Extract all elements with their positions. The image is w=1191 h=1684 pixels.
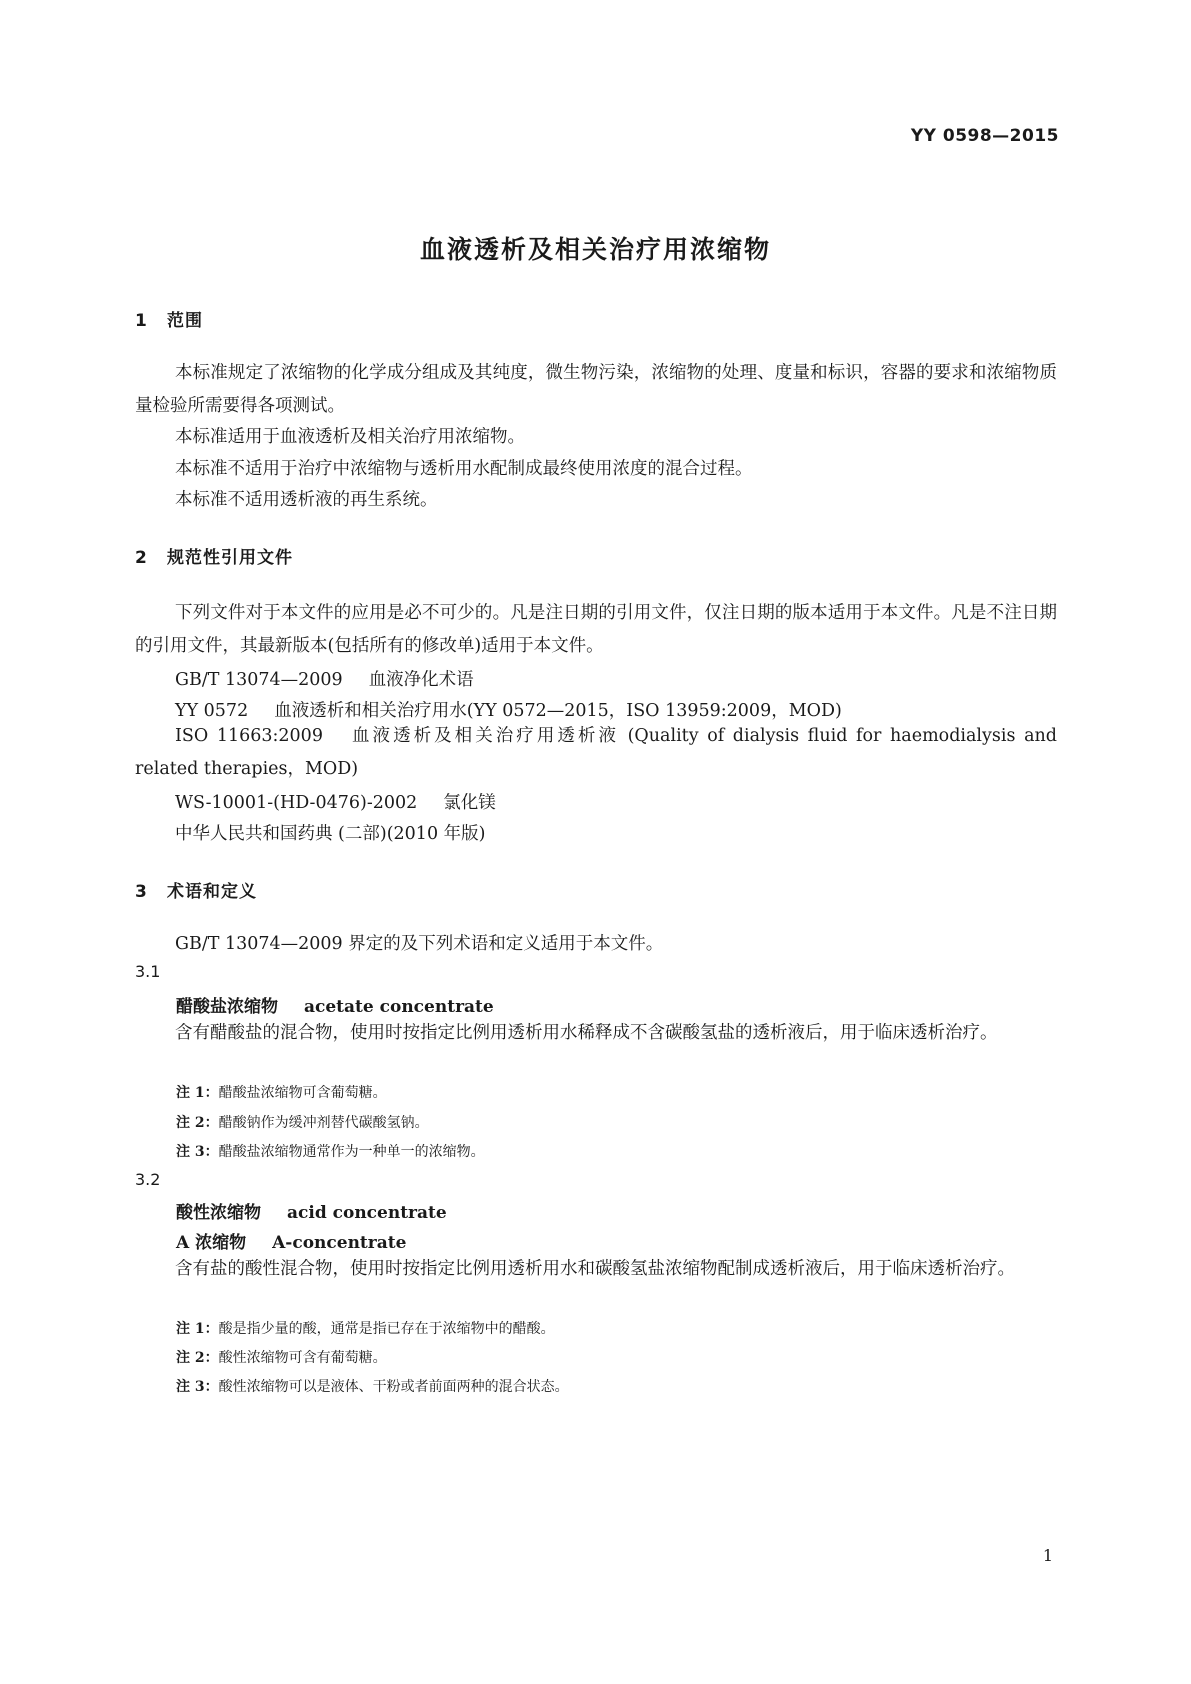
paragraph: 本标准不适用透析液的再生系统。 — [175, 490, 438, 510]
note — [176, 1347, 387, 1367]
reference-title: 血液净化术语 — [368, 670, 474, 690]
reference-id: YY 0572 — [175, 701, 249, 721]
note-label: 注 1： — [176, 1085, 219, 1101]
note — [176, 1376, 569, 1396]
term-chinese: A 浓缩物 — [176, 1233, 247, 1253]
term-definition: 含有醋酸盐的混合物，使用时按指定比例用透析用水稀释成不含碳酸氢盐的透析液后，用于临床透析治疗。 — [175, 1023, 998, 1043]
reference-item — [175, 789, 496, 814]
section-number: 1 — [135, 311, 148, 331]
reference-id: ISO 11663:2009 — [175, 726, 323, 746]
paragraph: 本标准不适用于治疗中浓缩物与透析用水配制成最终使用浓度的混合过程。 — [175, 459, 753, 479]
section-title: 术语和定义 — [167, 882, 257, 902]
section-2-heading — [135, 543, 293, 568]
term-heading — [176, 1198, 447, 1223]
reference-title: 血液透析及相关治疗用透析液 (Quality of dialysis fluid for haemodialysis and related therapies，MOD) — [135, 726, 1057, 779]
note-text: 醋酸盐浓缩物可含葡萄糖。 — [218, 1085, 387, 1101]
term-english: A-concentrate — [272, 1233, 407, 1253]
term-chinese: 醋酸盐浓缩物 — [176, 997, 278, 1017]
reference-title: 氯化镁 — [443, 793, 496, 813]
reference-item — [135, 720, 1057, 786]
note-label: 注 2： — [176, 1350, 219, 1366]
note-label: 注 3： — [176, 1379, 219, 1395]
reference-title: 中华人民共和国药典 (二部)(2010 年版) — [175, 824, 486, 844]
note — [176, 1318, 555, 1338]
document-title: 血液透析及相关治疗用浓缩物 — [419, 235, 771, 264]
reference-item — [175, 666, 474, 691]
term-chinese: 酸性浓缩物 — [176, 1203, 261, 1223]
note — [176, 1112, 429, 1132]
note-label: 注 2： — [176, 1115, 219, 1131]
note-text: 醋酸钠作为缓冲剂替代碳酸氢钠。 — [218, 1115, 429, 1131]
term-definition: 含有盐的酸性混合物，使用时按指定比例用透析用水和碳酸氢盐浓缩物配制成透析液后，用于临床透析治疗。 — [175, 1259, 1015, 1279]
reference-id: GB/T 13074—2009 — [175, 670, 343, 690]
paragraph: 本标准适用于血液透析及相关治疗用浓缩物。 — [175, 427, 525, 447]
paragraph: 本标准规定了浓缩物的化学成分组成及其纯度，微生物污染，浓缩物的处理、度量和标识，容器的要求和浓缩物质量检验所需要得各项测试。 — [135, 363, 1057, 416]
paragraph: 下列文件对于本文件的应用是必不可少的。凡是注日期的引用文件，仅注日期的版本适用于本文件。凡是不注日期的引用文件，其最新版本(包括所有的修改单)适用于本文件。 — [135, 603, 1057, 656]
note-label: 注 3： — [176, 1144, 219, 1160]
reference-item — [175, 697, 842, 722]
reference-title: 血液透析和相关治疗用水(YY 0572—2015，ISO 13959:2009，MOD) — [274, 701, 842, 721]
term-english: acid concentrate — [287, 1203, 447, 1223]
section-number: 2 — [135, 548, 148, 568]
term-english: acetate concentrate — [304, 997, 494, 1017]
term-synonym — [176, 1228, 406, 1253]
page-number: 1 — [1042, 1546, 1053, 1565]
clause-number: 3.2 — [135, 1170, 161, 1189]
note — [176, 1141, 485, 1161]
section-title: 规范性引用文件 — [167, 548, 293, 568]
section-1-heading — [135, 306, 203, 331]
reference-id: WS-10001-(HD-0476)-2002 — [175, 793, 418, 813]
section-title: 范围 — [167, 311, 203, 331]
clause-number: 3.1 — [135, 962, 161, 981]
standard-code: YY 0598—2015 — [910, 126, 1059, 146]
term-heading — [176, 992, 494, 1017]
reference-item — [175, 820, 485, 845]
note — [176, 1082, 387, 1102]
note-label: 注 1： — [176, 1321, 219, 1337]
section-intro: GB/T 13074—2009 界定的及下列术语和定义适用于本文件。 — [175, 934, 664, 954]
note-text: 酸性浓缩物可以是液体、干粉或者前面两种的混合状态。 — [218, 1379, 569, 1395]
section-number: 3 — [135, 882, 148, 902]
note-text: 醋酸盐浓缩物通常作为一种单一的浓缩物。 — [218, 1144, 485, 1160]
section-3-heading — [135, 877, 257, 902]
note-text: 酸是指少量的酸，通常是指已存在于浓缩物中的醋酸。 — [218, 1321, 555, 1337]
note-text: 酸性浓缩物可含有葡萄糖。 — [218, 1350, 387, 1366]
